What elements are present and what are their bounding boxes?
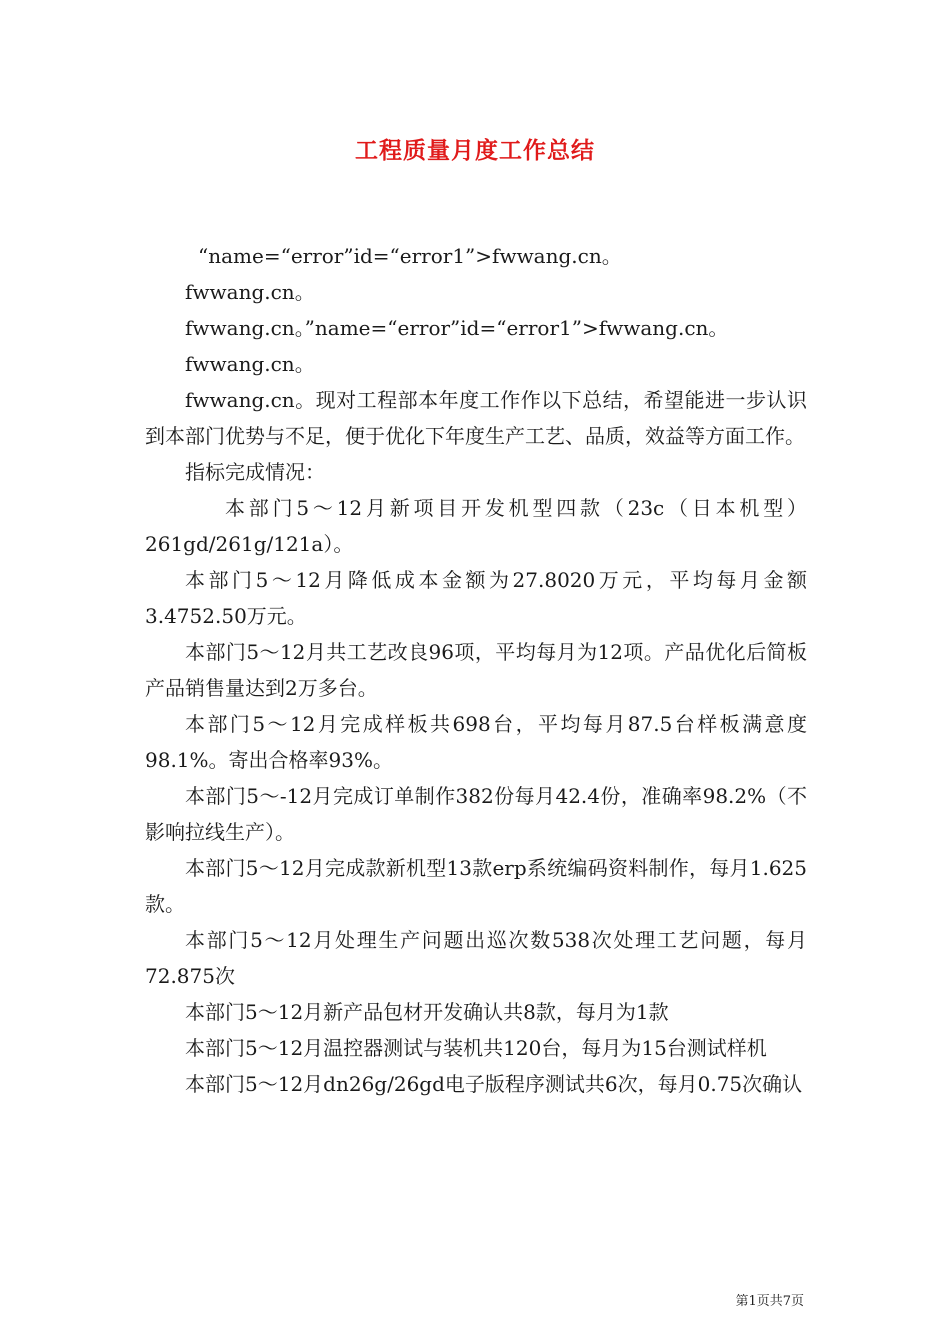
paragraph: 本部门5～12月新产品包材开发确认共8款，每月为1款: [185, 1000, 669, 1024]
paragraph: 本部门5～12月完成样板共698台，平均每月87.5台样板满意度98.1%。寄出合格率93%。: [145, 712, 807, 772]
paragraph: 本部门5～12月降低成本金额为27.8020万元，平均每月金额3.4752.50万元。: [145, 568, 807, 628]
paragraph: “name=“error”id=“error1”>fwwang.cn。: [198, 244, 622, 268]
paragraph: 本部门5～12月新项目开发机型四款（23c（日本机型）261gd/261g/121a）。: [145, 496, 807, 556]
paragraph: fwwang.cn。: [185, 280, 315, 304]
paragraph: 本部门5～12月温控器测试与装机共120台，每月为15台测试样机: [185, 1036, 767, 1060]
paragraph: 指标完成情况：: [185, 460, 325, 484]
paragraph: fwwang.cn。: [185, 352, 315, 376]
paragraph: 本部门5～12月dn26g/26gd电子版程序测试共6次，每月0.75次确认: [185, 1072, 803, 1096]
paragraph: 本部门5～12月完成款新机型13款erp系统编码资料制作，每月1.625款。: [145, 856, 807, 916]
paragraph: fwwang.cn。现对工程部本年度工作作以下总结，希望能进一步认识到本部门优势与不足，便于优化下年度生产工艺、品质，效益等方面工作。: [145, 388, 807, 448]
document-title: 工程质量月度工作总结: [355, 138, 595, 164]
paragraph: 本部门5～12月处理生产问题出巡次数538次处理工艺问题，每月72.875次: [145, 928, 807, 988]
paragraph: 本部门5～12月共工艺改良96项，平均每月为12项。产品优化后简板产品销售量达到2万多台。: [145, 640, 807, 700]
paragraph: fwwang.cn。”name=“error”id=“error1”>fwwang.cn。: [185, 316, 729, 340]
paragraph: 本部门5～-12月完成订单制作382份每月42.4份，准确率98.2%（不影响拉线生产）。: [145, 784, 807, 844]
document-body: [145, 238, 807, 1102]
page-number-footer: 第1页共7页: [735, 1294, 804, 1309]
